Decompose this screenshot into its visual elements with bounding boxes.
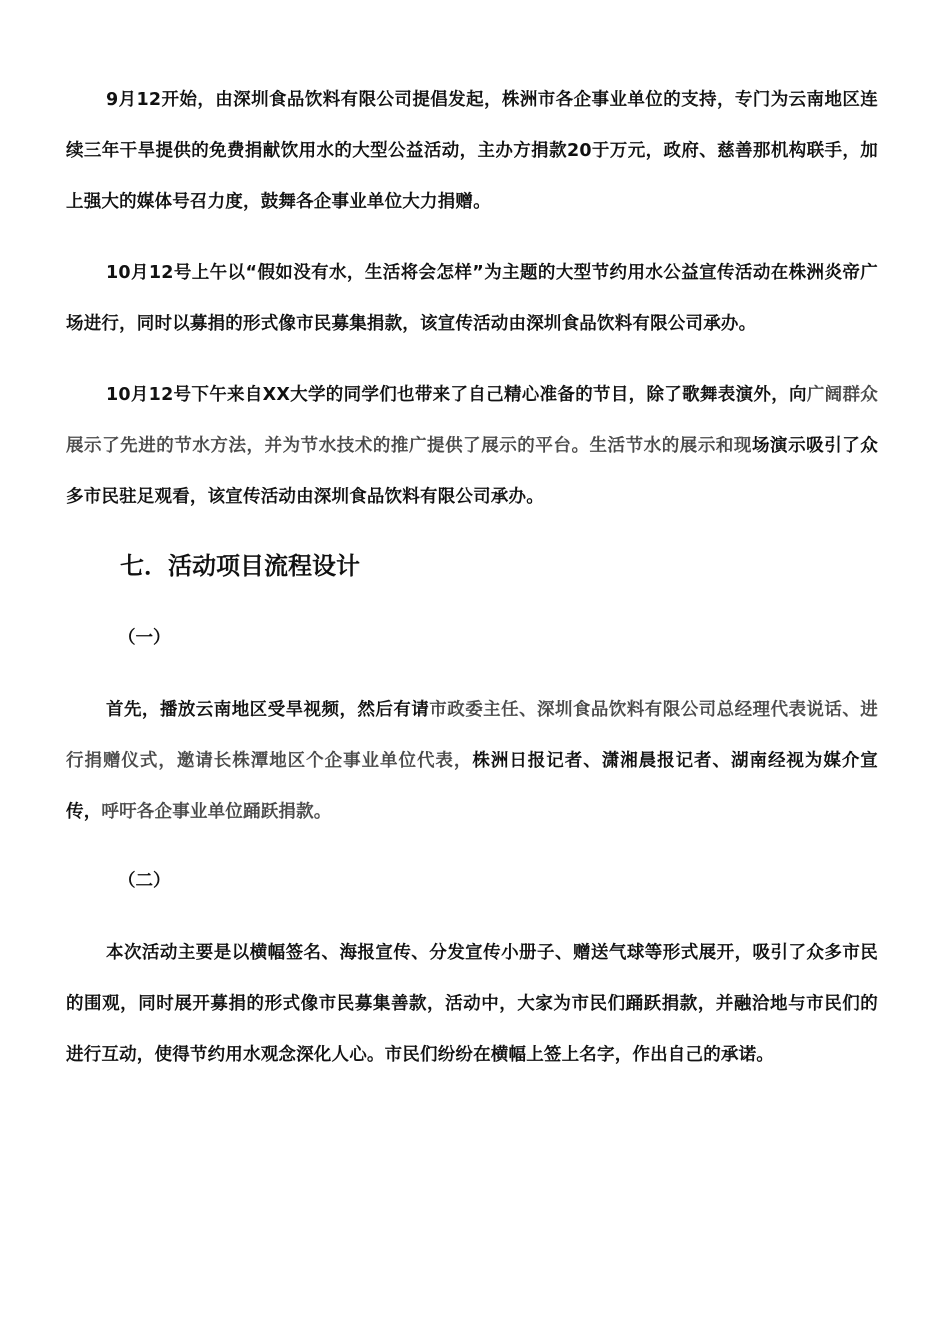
paragraph-ceremony-part-3: 株洲日报记者、潇湘晨报记者、湖南经视为媒介宣传， [66,751,878,822]
sub-heading-two: （二） [118,871,171,891]
section-heading: 七．活动项目流程设计 [120,552,360,580]
paragraph-afternoon-line-3: 场演示吸引了众多市民驻足观看，该宣传活动由深圳食品饮料有限公司承办。 [66,436,878,507]
paragraph-afternoon-line-1: 10月12号下午来自XX大学的同学们也带来了自己精心准备的节目，除了歌舞表演外，向 [106,385,807,405]
paragraph-activity-summary: 本次活动主要是以横幅签名、海报宣传、分发宣传小册子、赠送气球等形式展开，吸引了众多市民的围观，同时展开募捐的形式像市民募集善款，活动中，大家为市民们踊跃捐款，并融洽地与市民们的进行互动，使得节约用水观念深化人心。市民们纷纷在横幅上签上名字，作出自己的承诺。 [66,943,878,1065]
paragraph-afternoon-event [66,370,878,523]
paragraph-donation-intro: 9月12开始，由深圳食品饮料有限公司提倡发起，株洲市各企事业单位的支持，专门为云南地区连续三年干旱提供的免费捐献饮用水的大型公益活动，主办方捐款20于万元，政府、慈善那机构联手，加上强大的媒体号召力度，鼓舞各企事业单位大力捐赠。 [66,90,878,212]
paragraph-morning-event: 10月12号上午以“假如没有水，生活将会怎样”为主题的大型节约用水公益宣传活动在株洲炎帝广场进行，同时以募捐的形式像市民募集捐款，该宣传活动由深圳食品饮料有限公司承办。 [66,263,878,334]
paragraph-ceremony-part-4: 呼吁各企事业单位踊跃捐款。 [101,802,332,822]
paragraph-afternoon-line-2: 广阔群众展示了先进的节水方法，并为节水技术的推广提供了展示的平台。生活节水的展示和现 [66,385,878,456]
paragraph-ceremony [66,685,878,838]
sub-heading-one: （一） [118,628,171,648]
paragraph-ceremony-part-1: 首先，播放云南地区受旱视频，然后有请 [106,700,430,720]
paragraph-ceremony-part-2: 市政委主任、深圳食品饮料有限公司总经理代表说话、进行捐赠仪式，邀请长株潭地区个企事业单位代表， [66,700,879,771]
